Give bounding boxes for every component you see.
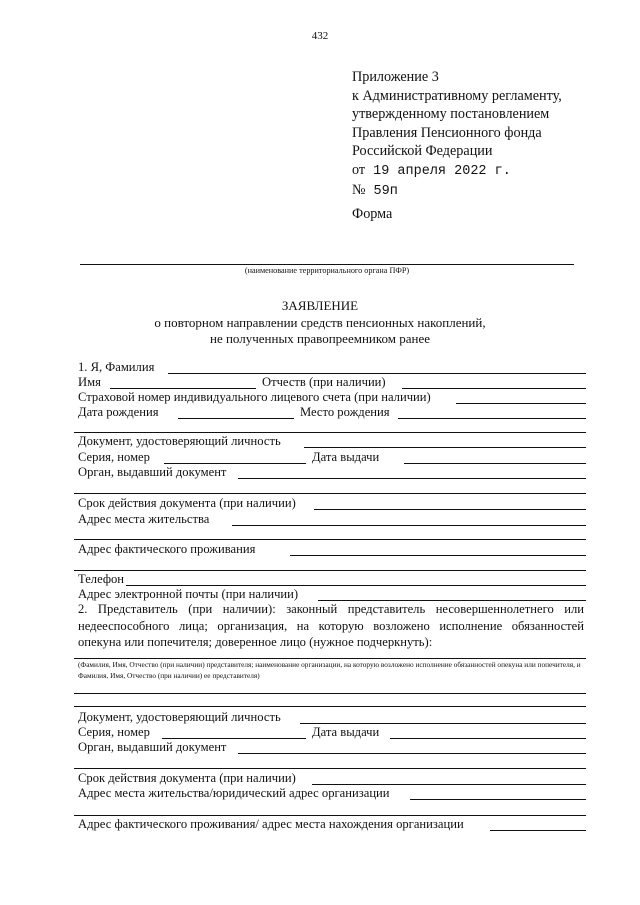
representative-caption: (Фамилия, Имя, Отчество (при наличии) представителя; наименование организации, на которую возложено исполнение обязанностей опекуна или попечителя, и Фамилия, Имя, Отчество (при наличии) ее представителя) <box>78 660 581 680</box>
rep-legal-address-field[interactable] <box>410 799 586 800</box>
representative-paragraph: 2. Представитель (при наличии): законный представитель несовершеннолетнего или недееспособного лица; организация, на которую возложено исполнение обязанностей опекуна или попечителя; доверенное лицо (нужное подчеркнуть): <box>78 602 584 649</box>
residence-label: Адрес места жительства <box>78 512 210 526</box>
rep-validity-label: Срок действия документа (при наличии) <box>78 771 296 785</box>
surname-field[interactable] <box>168 373 586 374</box>
phone-label: Телефон <box>78 572 125 586</box>
appendix-number <box>352 181 562 202</box>
authority-caption: (наименование территориального органа ПФР) <box>244 266 410 275</box>
series-number-label: Серия, номер <box>78 450 150 464</box>
patronymic-field[interactable] <box>402 388 586 389</box>
appendix-line: Приложение 3 <box>352 69 439 85</box>
appendix-block <box>352 68 562 202</box>
authority-field[interactable] <box>80 264 574 265</box>
rep-legal-address-label: Адрес места жительства/юридический адрес организации <box>78 786 390 800</box>
rep-series-number-label: Серия, номер <box>78 725 150 739</box>
form-subtitle: не полученных правопреемником ранее <box>209 331 431 346</box>
actual-address-field[interactable] <box>290 555 586 556</box>
form-title: ЗАЯВЛЕНИЕ <box>281 298 359 313</box>
appendix-line: Правления Пенсионного фонда <box>352 124 542 141</box>
rep-id-document-label: Документ, удостоверяющий личность <box>78 710 281 724</box>
continuation-line[interactable] <box>74 493 586 494</box>
continuation-line[interactable] <box>74 539 586 540</box>
patronymic-label: Отчеств (при наличии) <box>262 375 386 389</box>
number-prefix: № <box>352 182 366 198</box>
form-label: Форма <box>352 206 393 222</box>
series-number-field[interactable] <box>164 463 306 464</box>
id-document-field[interactable] <box>304 447 586 448</box>
number-value: 59п <box>373 184 398 199</box>
appendix-line: Российской Федерации <box>352 143 493 159</box>
id-document-label: Документ, удостоверяющий личность <box>78 434 281 448</box>
date-value: 19 апреля 2022 г. <box>373 163 511 179</box>
rep-actual-address-label: Адрес фактического проживания/ адрес места нахождения организации <box>78 817 464 831</box>
rep-issued-by-field[interactable] <box>238 753 586 754</box>
name-field[interactable] <box>110 388 256 389</box>
snils-field[interactable] <box>456 403 586 404</box>
date-prefix: от <box>352 161 366 178</box>
issued-by-label: Орган, выдавший документ <box>78 465 227 479</box>
birth-date-label: Дата рождения <box>78 405 159 419</box>
snils-label: Страховой номер индивидуального лицевого счета (при наличии) <box>78 390 431 404</box>
appendix-line: к Административному регламенту, <box>352 87 562 104</box>
appendix-date <box>352 161 562 182</box>
issue-date-label: Дата выдачи <box>312 450 380 464</box>
rep-actual-address-field[interactable] <box>490 830 586 831</box>
appendix-line: утвержденному постановлением <box>352 106 550 122</box>
form-subtitle: о повторном направлении средств пенсионных накоплений, <box>154 315 486 330</box>
continuation-line[interactable] <box>74 693 586 694</box>
continuation-line[interactable] <box>74 815 586 816</box>
birth-place-field[interactable] <box>398 418 586 419</box>
rep-id-document-field[interactable] <box>300 723 586 724</box>
page-number: 432 <box>311 30 329 42</box>
continuation-line[interactable] <box>74 768 586 769</box>
rep-validity-field[interactable] <box>312 784 586 785</box>
surname-label: 1. Я, Фамилия <box>78 360 155 374</box>
continuation-line[interactable] <box>74 706 586 707</box>
validity-field[interactable] <box>314 509 586 510</box>
name-label: Имя <box>78 375 101 389</box>
residence-field[interactable] <box>232 525 586 526</box>
birth-place-label: Место рождения <box>300 405 390 419</box>
birth-date-field[interactable] <box>178 418 294 419</box>
issued-by-field[interactable] <box>238 478 586 479</box>
rep-issue-date-label: Дата выдачи <box>312 725 380 739</box>
actual-address-label: Адрес фактического проживания <box>78 542 256 556</box>
rep-series-number-field[interactable] <box>162 738 306 739</box>
rep-issue-date-field[interactable] <box>390 738 586 739</box>
validity-label: Срок действия документа (при наличии) <box>78 496 296 510</box>
issue-date-field[interactable] <box>404 463 586 464</box>
email-label: Адрес электронной почты (при наличии) <box>78 587 299 601</box>
continuation-line[interactable] <box>74 432 586 433</box>
rep-issued-by-label: Орган, выдавший документ <box>78 740 227 754</box>
phone-field[interactable] <box>126 585 586 586</box>
continuation-line[interactable] <box>74 570 586 571</box>
